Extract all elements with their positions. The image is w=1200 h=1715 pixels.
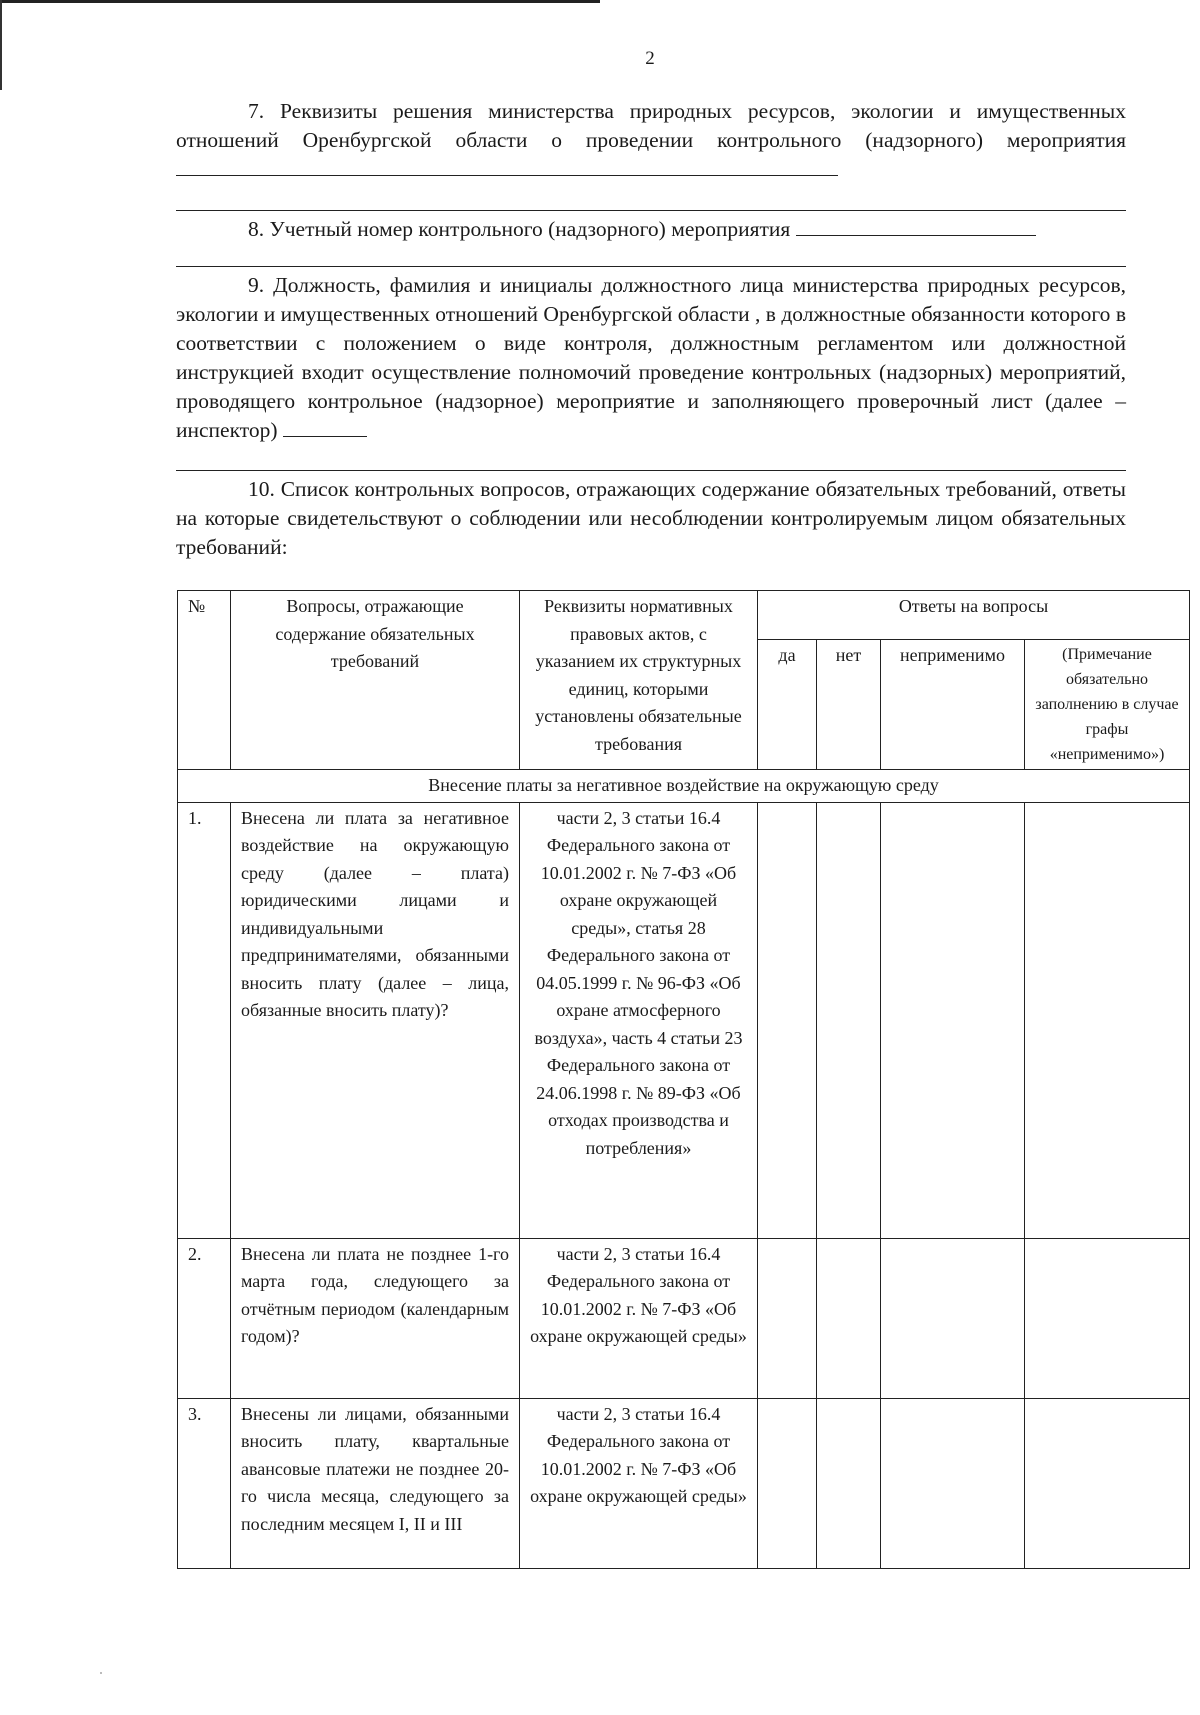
paragraph-8 <box>176 215 1126 244</box>
row-acts: части 2, 3 статьи 16.4 Федерального закона от 10.01.2002 г. № 7-ФЗ «Об охране окружающей среды», статья 28 Федерального закона от 04.05.1999 г. № 96-ФЗ «Об охране атмосферного воздуха», часть 4 статьи 23 Федерального закона от 24.06.1998 г. № 89-ФЗ «Об отходах производства и потребления» <box>520 802 758 1238</box>
row-number: 2. <box>178 1238 231 1398</box>
table-row <box>178 1238 1190 1398</box>
table-header-row <box>178 591 1190 640</box>
answer-note-cell[interactable] <box>1025 802 1190 1238</box>
row-question: Внесены ли лицами, обязанными вносить плату, квартальные авансовые платежи не позднее 20-го числа месяца, следующего за последним месяцем I, II и III <box>231 1398 520 1568</box>
paragraph-9-text: 9. Должность, фамилия и инициалы должностного лица министерства природных ресурсов, экологии и имущественных отношений Оренбургской области , в должностные обязанности которого в соответствии с положением о виде контроля, должностным регламентом или должностной инструкцией входит осуществление полномочий проведение контрольных (надзорных) мероприятий, проводящего контрольное (надзорное) мероприятие и заполняющего проверочный лист (далее – инспектор) <box>176 273 1126 442</box>
fill-line <box>176 175 838 176</box>
answer-na-cell[interactable] <box>881 1238 1025 1398</box>
answer-note-cell[interactable] <box>1025 1398 1190 1568</box>
header-note: (Примечание обязательно заполнению в случае графы «неприменимо») <box>1025 640 1190 770</box>
answer-na-cell[interactable] <box>881 802 1025 1238</box>
table-row <box>178 1398 1190 1568</box>
header-answers: Ответы на вопросы <box>758 591 1190 640</box>
checklist-table <box>177 590 1190 1569</box>
fill-line <box>176 266 1126 267</box>
row-number: 3. <box>178 1398 231 1568</box>
header-question: Вопросы, отражающие содержание обязательных требований <box>231 591 520 770</box>
answer-na-cell[interactable] <box>881 1398 1025 1568</box>
answer-no-cell[interactable] <box>817 802 881 1238</box>
section-title: Внесение платы за негативное воздействие на окружающую среду <box>178 770 1190 803</box>
row-number: 1. <box>178 802 231 1238</box>
scan-edge <box>0 0 600 3</box>
paragraph-7 <box>176 97 1126 184</box>
fill-line <box>176 470 1126 471</box>
row-acts: части 2, 3 статьи 16.4 Федерального закона от 10.01.2002 г. № 7-ФЗ «Об охране окружающей среды» <box>520 1398 758 1568</box>
scan-edge <box>0 0 2 90</box>
answer-yes-cell[interactable] <box>758 1398 817 1568</box>
row-question: Внесена ли плата за негативное воздействие на окружающую среду (далее – плата) юридическими лицами и индивидуальными предпринимателями, обязанными вносить плату (далее – лица, обязанные вносить плату)? <box>231 802 520 1238</box>
header-acts: Реквизиты нормативных правовых актов, с указанием их структурных единиц, которыми установлены обязательные требования <box>520 591 758 770</box>
answer-no-cell[interactable] <box>817 1398 881 1568</box>
row-question: Внесена ли плата не позднее 1-го марта года, следующего за отчётным периодом (календарным годом)? <box>231 1238 520 1398</box>
header-num: № <box>178 591 231 770</box>
answer-note-cell[interactable] <box>1025 1238 1190 1398</box>
answer-yes-cell[interactable] <box>758 1238 817 1398</box>
answer-no-cell[interactable] <box>817 1238 881 1398</box>
page-number: 2 <box>645 48 655 69</box>
fill-line <box>796 235 1036 236</box>
paragraph-8-text: 8. Учетный номер контрольного (надзорного) мероприятия <box>248 217 791 241</box>
paragraph-7-text: 7. Реквизиты решения министерства природных ресурсов, экологии и имущественных отношений Оренбургской области о проведении контрольного (надзорного) мероприятия <box>176 99 1126 152</box>
section-row <box>178 770 1190 803</box>
fill-line <box>176 210 1126 211</box>
table-row <box>178 802 1190 1238</box>
header-yes: да <box>758 640 817 770</box>
paragraph-10-text: 10. Список контрольных вопросов, отражающих содержание обязательных требований, ответы на которые свидетельствуют о соблюдении или несоблюдении контролируемым лицом обязательных требований: <box>176 477 1126 559</box>
paragraph-9 <box>176 271 1126 445</box>
row-acts: части 2, 3 статьи 16.4 Федерального закона от 10.01.2002 г. № 7-ФЗ «Об охране окружающей среды» <box>520 1238 758 1398</box>
fill-line <box>283 436 367 437</box>
header-no: нет <box>817 640 881 770</box>
answer-yes-cell[interactable] <box>758 802 817 1238</box>
scan-speck <box>100 1672 102 1674</box>
header-na: неприменимо <box>881 640 1025 770</box>
paragraph-10 <box>176 475 1126 562</box>
